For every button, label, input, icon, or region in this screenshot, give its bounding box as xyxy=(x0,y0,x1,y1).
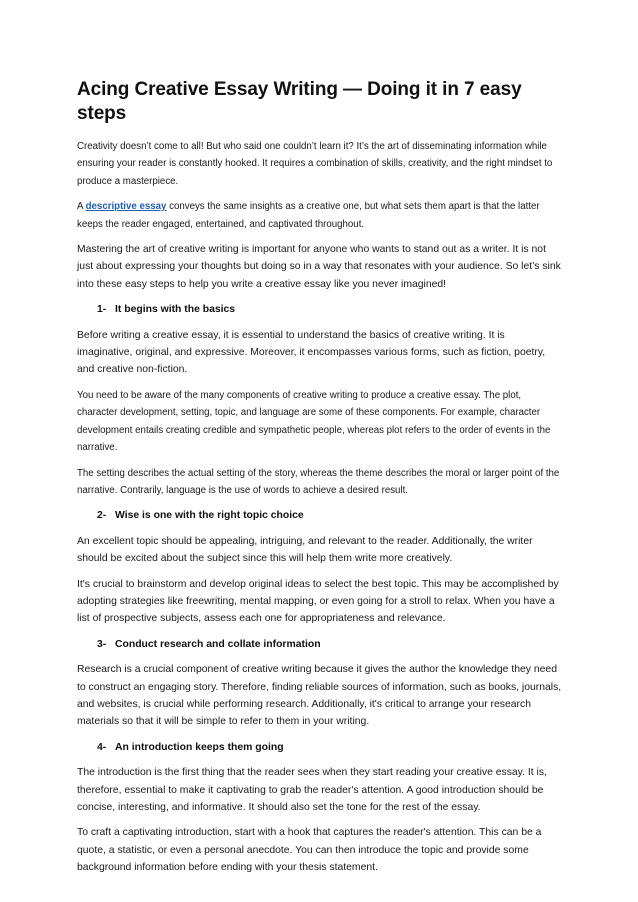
section-number: 2- xyxy=(97,510,107,522)
section-paragraph: Research is a crucial component of creative writing because it gives the author the knowledge they need to construct an engaging story. Therefore, finding reliable sources of information, such as books, journals, and websites, is crucial while performing research. Additionally, it's critical to arrange your research materials so that it will be simple to refer to them in your writing. xyxy=(77,664,562,728)
section-paragraph: An excellent topic should be appealing, intriguing, and relevant to the reader. Additionally, the writer should be excited about the subject since this will help them write more creatively. xyxy=(77,535,533,565)
descriptive-essay-link[interactable]: descriptive essay xyxy=(85,201,167,213)
paragraph-text: A xyxy=(77,201,86,213)
section-heading-text: An introduction keeps them going xyxy=(115,741,284,753)
section-number: 1- xyxy=(97,304,107,316)
section-paragraph: Before writing a creative essay, it is essential to understand the basics of creative writing. It is imaginative, original, and expressive. Moreover, it encompasses various forms, such as fiction, poetry, and creative non-fiction. xyxy=(77,329,546,376)
section-heading-topic-choice xyxy=(77,507,563,524)
document-page xyxy=(77,78,563,885)
page-title: Acing Creative Essay Writing — Doing it in 7 easy steps xyxy=(77,79,522,124)
section-heading-basics xyxy=(77,301,563,318)
paragraph-text: conveys the same insights as a creative one, but what sets them apart is that the latter keeps the reader engaged, entertained, and captivated throughout. xyxy=(77,201,540,230)
section-number: 3- xyxy=(97,638,107,650)
section-heading-research xyxy=(77,636,563,653)
section-paragraph: It's crucial to brainstorm and develop original ideas to select the best topic. This may be accomplished by adopting strategies like freewriting, mental mapping, or even going for a stroll to relax. When you have a list of prospective subjects, assess each one for appropriateness and relevance. xyxy=(77,578,559,625)
section-number: 4- xyxy=(97,741,107,753)
section-paragraph: To craft a captivating introduction, start with a hook that captures the reader's attention. This can be a quote, a statistic, or even a personal anecdote. You can then introduce the topic and provide some background information before ending with your thesis statement. xyxy=(77,827,542,874)
descriptive-essay-paragraph xyxy=(77,198,563,233)
section-heading-text: Wise is one with the right topic choice xyxy=(115,510,304,522)
section-heading-text: It begins with the basics xyxy=(115,304,236,316)
intro-paragraph: Creativity doesn’t come to all! But who said one couldn’t learn it? It’s the art of disseminating information while ensuring your reader is constantly hooked. It requires a combination of skills, creativity, and the right mindset to produce a masterpiece. xyxy=(77,141,553,187)
section-paragraph: The introduction is the first thing that the reader sees when they start reading your creative essay. It is, therefore, essential to make it captivating to grab the reader's attention. A good introduction should be concise, interesting, and informative. It should also set the tone for the rest of the essay. xyxy=(77,767,547,813)
mastering-paragraph: Mastering the art of creative writing is important for anyone who wants to stand out as a writer. It is not just about expressing your thoughts but doing so in a way that resonates with your audience. So let’s sink into these easy steps to help you write a creative essay like you never imagined! xyxy=(77,244,561,290)
section-paragraph: The setting describes the actual setting of the story, whereas the theme describes the moral or larger point of the narrative. Contrarily, language is the use of words to achieve a desired result. xyxy=(77,467,560,496)
section-heading-introduction xyxy=(77,739,563,756)
section-heading-text: Conduct research and collate information xyxy=(115,638,321,650)
section-paragraph: You need to be aware of the many components of creative writing to produce a creative essay. The plot, character development, setting, topic, and language are some of these components. For example, character development entails creating credible and sympathetic people, whereas plot refers to the order of events in the narrative. xyxy=(77,389,551,454)
